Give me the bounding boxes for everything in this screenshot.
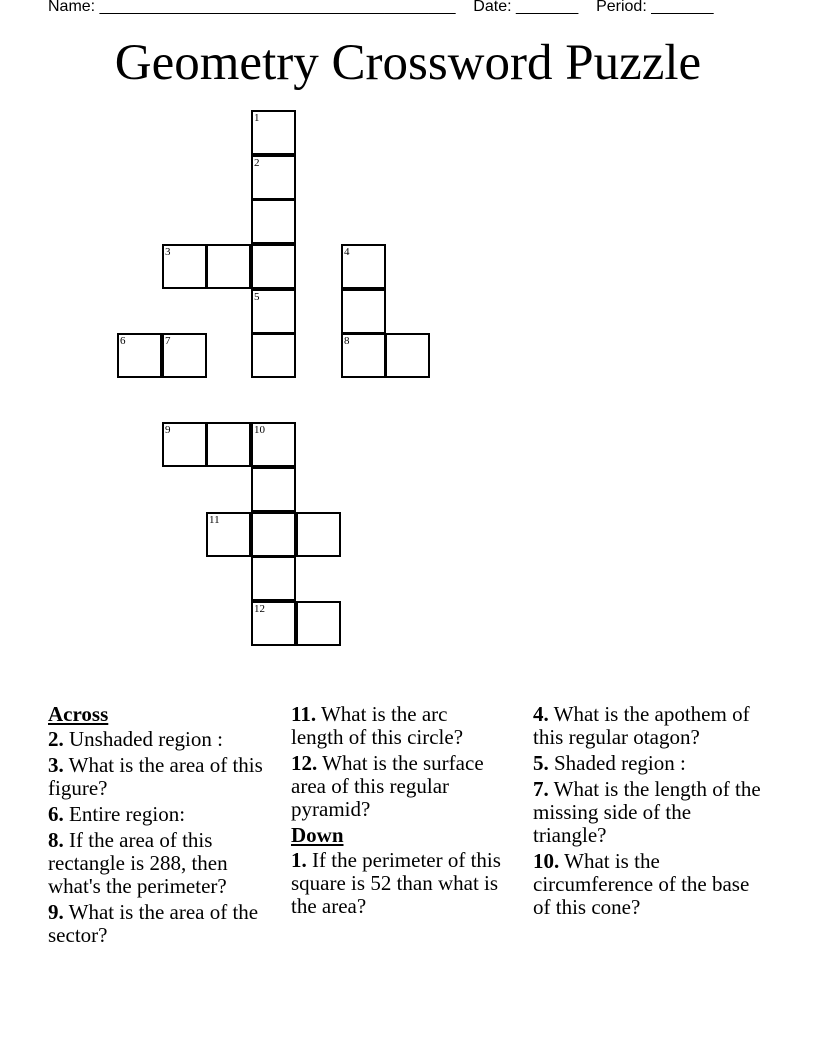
grid-cell[interactable]	[251, 199, 296, 244]
clue-across-11	[291, 703, 501, 749]
clue-text: If the perimeter of this square is 52 than what is the area?	[291, 848, 501, 918]
clue-down-5	[533, 752, 763, 775]
cell-number: 7	[165, 335, 171, 347]
clue-text: What is the apothem of this regular otagon?	[533, 702, 750, 749]
clue-text: What is the arc length of this circle?	[291, 702, 464, 749]
date-label: Date:	[473, 0, 512, 15]
period-label: Period:	[596, 0, 647, 15]
page-title: Geometry Crossword Puzzle	[114, 35, 702, 91]
cell-number: 5	[254, 291, 260, 303]
grid-cell[interactable]	[251, 422, 296, 467]
cell-number: 9	[165, 424, 171, 436]
cell-number: 12	[254, 603, 265, 615]
grid-cell[interactable]	[162, 422, 207, 467]
grid-cell[interactable]	[251, 244, 296, 289]
grid-cell[interactable]	[206, 512, 251, 557]
clue-number: 8.	[48, 828, 64, 852]
grid-cell[interactable]	[162, 244, 207, 289]
clue-down-7	[533, 778, 763, 847]
grid-cell[interactable]	[117, 333, 162, 378]
clue-across-6	[48, 803, 263, 826]
clue-down-10	[533, 850, 763, 919]
clue-text: What is the surface area of this regular pyramid?	[291, 751, 484, 821]
clue-text: Shaded region :	[554, 751, 686, 775]
grid-cell[interactable]	[251, 333, 296, 378]
clue-number: 12.	[291, 751, 318, 775]
clues-column-1	[48, 703, 263, 950]
grid-cell[interactable]	[341, 289, 386, 334]
grid-cell[interactable]	[296, 601, 341, 646]
clue-number: 10.	[533, 849, 560, 873]
clue-text: Entire region:	[69, 802, 186, 826]
grid-cell[interactable]	[251, 601, 296, 646]
clue-text: What is the circumference of the base of this cone?	[533, 849, 750, 919]
cell-number: 3	[165, 246, 171, 258]
grid-cell[interactable]	[385, 333, 430, 378]
clue-text: What is the area of this figure?	[48, 753, 263, 800]
clue-number: 7.	[533, 777, 549, 801]
clue-text: If the area of this rectangle is 288, then what's the perimeter?	[48, 828, 228, 898]
grid-cell[interactable]	[341, 333, 386, 378]
grid-cell[interactable]	[251, 512, 296, 557]
clue-number: 6.	[48, 802, 64, 826]
cell-number: 1	[254, 112, 260, 124]
cell-number: 4	[344, 246, 350, 258]
date-blank[interactable]: _______	[516, 0, 579, 15]
clue-down-1	[291, 849, 501, 918]
grid-cell[interactable]	[251, 289, 296, 334]
cell-number: 11	[209, 514, 220, 526]
clue-across-9	[48, 901, 263, 947]
grid-cell[interactable]	[296, 512, 341, 557]
grid-cell[interactable]	[251, 467, 296, 512]
clue-number: 9.	[48, 900, 64, 924]
clue-number: 4.	[533, 702, 549, 726]
grid-cell[interactable]	[206, 422, 251, 467]
clue-number: 11.	[291, 702, 317, 726]
clue-text: What is the area of the sector?	[48, 900, 259, 947]
clue-across-3	[48, 754, 263, 800]
clue-across-2	[48, 728, 263, 751]
grid-cell[interactable]	[251, 155, 296, 200]
grid-cell[interactable]	[251, 110, 296, 155]
clue-text: Unshaded region :	[69, 727, 223, 751]
grid-cell[interactable]	[251, 556, 296, 601]
clue-across-8	[48, 829, 263, 898]
clue-across-12	[291, 752, 501, 821]
name-blank[interactable]: ________________________________________	[99, 0, 456, 15]
grid-cell[interactable]	[162, 333, 207, 378]
clue-number: 3.	[48, 753, 64, 777]
grid-cell[interactable]	[341, 244, 386, 289]
across-heading: Across	[48, 702, 109, 726]
clue-text: What is the length of the missing side of the triangle?	[533, 777, 761, 847]
clue-number: 1.	[291, 848, 307, 872]
clues-column-3	[533, 703, 763, 922]
cell-number: 2	[254, 157, 260, 169]
name-label: Name:	[48, 0, 96, 15]
clues-column-2	[291, 703, 501, 921]
clue-number: 2.	[48, 727, 64, 751]
grid-cell[interactable]	[206, 244, 251, 289]
clue-number: 5.	[533, 751, 549, 775]
cell-number: 8	[344, 335, 350, 347]
cell-number: 6	[120, 335, 126, 347]
period-blank[interactable]: _______	[651, 0, 714, 15]
clue-down-4	[533, 703, 763, 749]
down-heading: Down	[291, 823, 344, 847]
cell-number: 10	[254, 424, 265, 436]
